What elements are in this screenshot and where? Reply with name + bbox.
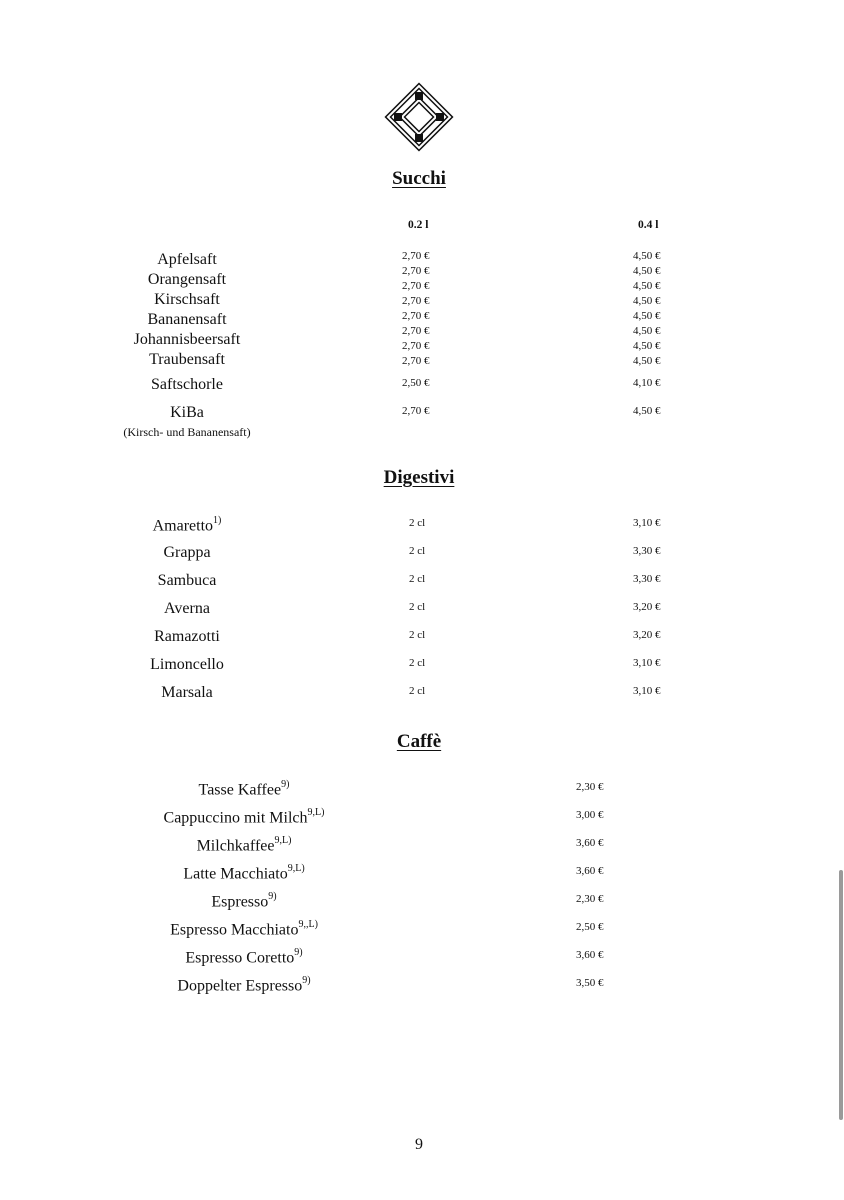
item-label: Cappuccino mit Milch bbox=[163, 809, 308, 827]
price: 4,50 € bbox=[633, 340, 661, 352]
caffe-name bbox=[94, 836, 394, 855]
digestivo-amount: 2 cl bbox=[409, 657, 426, 669]
caffe-name bbox=[94, 808, 394, 827]
digestivo-amount: 2 cl bbox=[409, 601, 426, 613]
allergen-note: 9) bbox=[281, 779, 290, 790]
item-label: Marsala bbox=[161, 684, 213, 701]
juice-name: Apfelsaft bbox=[157, 251, 217, 268]
section-title-digestivi: Digestivi bbox=[383, 467, 455, 488]
price: 4,50 € bbox=[633, 355, 661, 367]
price: 4,50 € bbox=[633, 280, 661, 292]
digestivo-price: 3,10 € bbox=[633, 685, 661, 697]
saftschorle-name: Saftschorle bbox=[151, 376, 223, 393]
item-label: Ramazotti bbox=[154, 628, 220, 645]
digestivo-amount: 2 cl bbox=[409, 685, 426, 697]
digestivo-amount: 2 cl bbox=[409, 517, 426, 529]
digestivo-name bbox=[37, 516, 337, 535]
diamond-knot-logo bbox=[384, 82, 454, 152]
digestivo-price: 3,30 € bbox=[633, 545, 661, 557]
kiba-price-large: 4,50 € bbox=[633, 405, 661, 417]
juice-name: Kirschsaft bbox=[154, 291, 220, 308]
caffe-price: 3,50 € bbox=[576, 977, 604, 989]
digestivo-price: 3,30 € bbox=[633, 573, 661, 585]
caffe-name bbox=[94, 948, 394, 967]
caffe-price: 3,00 € bbox=[576, 809, 604, 821]
item-label: Milchkaffee bbox=[196, 837, 275, 855]
item-label: Grappa bbox=[163, 544, 211, 561]
caffe-name bbox=[94, 780, 394, 799]
section-title-caffe: Caffè bbox=[396, 731, 442, 752]
price: 2,70 € bbox=[402, 295, 430, 307]
digestivo-name bbox=[37, 628, 337, 646]
digestivo-amount: 2 cl bbox=[409, 629, 426, 641]
item-label: Amaretto bbox=[152, 517, 214, 535]
column-header-small: 0.2 l bbox=[408, 219, 429, 231]
digestivo-price: 3,20 € bbox=[633, 629, 661, 641]
digestivo-name bbox=[37, 684, 337, 702]
allergen-note: 9) bbox=[302, 975, 311, 986]
price: 2,70 € bbox=[402, 280, 430, 292]
price: 2,70 € bbox=[402, 355, 430, 367]
juice-list bbox=[37, 250, 337, 370]
item-label: Limoncello bbox=[150, 656, 224, 673]
juice-name: Bananensaft bbox=[147, 311, 227, 328]
caffe-price: 3,60 € bbox=[576, 865, 604, 877]
caffe-price: 2,30 € bbox=[576, 893, 604, 905]
item-label: Espresso bbox=[211, 893, 269, 911]
caffe-name bbox=[94, 976, 394, 995]
digestivo-price: 3,10 € bbox=[633, 517, 661, 529]
digestivo-amount: 2 cl bbox=[409, 573, 426, 585]
kiba-price-small: 2,70 € bbox=[402, 405, 430, 417]
item-label: Sambuca bbox=[157, 572, 217, 589]
price: 2,70 € bbox=[402, 340, 430, 352]
juice-prices-small bbox=[402, 249, 430, 369]
caffe-price: 3,60 € bbox=[576, 837, 604, 849]
price: 2,70 € bbox=[402, 310, 430, 322]
price: 2,70 € bbox=[402, 325, 430, 337]
caffe-price: 2,50 € bbox=[576, 921, 604, 933]
saftschorle-price-large: 4,10 € bbox=[633, 377, 661, 389]
item-label: Espresso Coretto bbox=[185, 949, 295, 967]
caffe-price: 3,60 € bbox=[576, 949, 604, 961]
allergen-note: 1) bbox=[213, 515, 222, 526]
price: 4,50 € bbox=[633, 325, 661, 337]
price: 4,50 € bbox=[633, 295, 661, 307]
kiba-note: (Kirsch- und Bananensaft) bbox=[123, 425, 251, 439]
allergen-note: 9) bbox=[294, 947, 303, 958]
price: 4,50 € bbox=[633, 250, 661, 262]
section-title-succhi: Succhi bbox=[392, 168, 446, 189]
price: 2,70 € bbox=[402, 250, 430, 262]
column-header-large: 0.4 l bbox=[638, 219, 659, 231]
digestivo-name bbox=[37, 656, 337, 674]
item-label: Doppelter Espresso bbox=[177, 977, 303, 995]
digestivo-name bbox=[37, 600, 337, 618]
item-label: Espresso Macchiato bbox=[170, 921, 299, 939]
caffe-price: 2,30 € bbox=[576, 781, 604, 793]
kiba-name: KiBa bbox=[170, 404, 204, 421]
digestivo-price: 3,10 € bbox=[633, 657, 661, 669]
caffe-name bbox=[94, 892, 394, 911]
juice-prices-large bbox=[633, 249, 661, 369]
price: 4,50 € bbox=[633, 265, 661, 277]
digestivo-amount: 2 cl bbox=[409, 545, 426, 557]
item-label: Tasse Kaffee bbox=[198, 781, 282, 799]
juice-name: Traubensaft bbox=[149, 351, 225, 368]
price: 4,50 € bbox=[633, 310, 661, 322]
scrollbar[interactable] bbox=[839, 870, 843, 1120]
caffe-name bbox=[94, 864, 394, 883]
digestivo-price: 3,20 € bbox=[633, 601, 661, 613]
allergen-note: 9,L) bbox=[274, 835, 292, 846]
caffe-name bbox=[94, 920, 394, 939]
allergen-note: 9) bbox=[268, 891, 277, 902]
price: 2,70 € bbox=[402, 265, 430, 277]
digestivo-name bbox=[37, 544, 337, 562]
item-label: Latte Macchiato bbox=[183, 865, 288, 883]
saftschorle-price-small: 2,50 € bbox=[402, 377, 430, 389]
digestivo-name bbox=[37, 572, 337, 590]
juice-name: Johannisbeersaft bbox=[133, 331, 241, 348]
item-label: Averna bbox=[164, 600, 210, 617]
juice-name: Orangensaft bbox=[147, 271, 227, 288]
page-number: 9 bbox=[415, 1136, 423, 1153]
allergen-note: 9,L) bbox=[307, 807, 325, 818]
allergen-note: 9,L) bbox=[287, 863, 305, 874]
allergen-note: 9,,L) bbox=[298, 919, 318, 930]
